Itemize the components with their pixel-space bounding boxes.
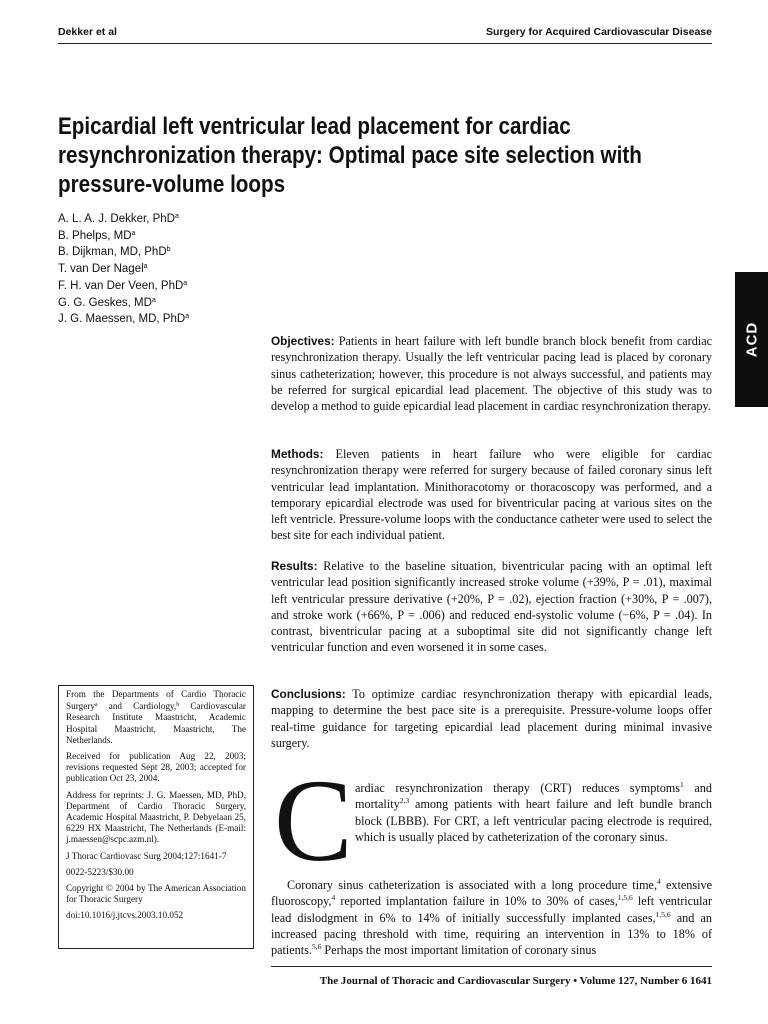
reprint-address: Address for reprints: J. G. Maessen, MD, PhD, Department of Cardio Thoracic Surgery, Academic Hospital Maastricht, P. Debyelaan 25, 6229 HX Maastricht, The Netherlands (E-mail: j.maessen@scpc.azm.nl). (66, 789, 246, 845)
author-item: B. Phelps, $MD^a$ (58, 229, 136, 242)
copyright: Copyright © 2004 by The American Association for Thoracic Surgery (66, 883, 246, 905)
author-item: B. Dijkman, MD, PhD$^b$ (58, 246, 171, 259)
received-dates: Received for publication Aug 22, 2003; revisions requested Sept 28, 2003; accepted for publication Oct 23, 2004. (66, 751, 246, 784)
article-title (58, 112, 643, 199)
journal-footer: The Journal of Thoracic and Cardiovascular Surgery • Volume 127, Number 6 1641 (319, 975, 712, 987)
conclusions-label: Conclusions: (271, 687, 346, 701)
objectives-label: Objectives: (271, 334, 335, 348)
running-header (58, 26, 712, 42)
author-list (58, 210, 189, 327)
running-header-authors: Dekker et al (58, 26, 117, 38)
conclusions-text: To optimize cardiac resynchronization therapy with epicardial leads, mapping to determine the best pace site is a prerequisite. Pressure-volume loops offer real-time guidance for targeting epicardial lead placement during minimal invasive surgery. (271, 687, 712, 750)
results-text: Relative to the baseline situation, biventricular pacing with an optimal left ventricular lead position significantly increased stroke volume (+39%, P = .01), maximal left ventricular pressure derivative (+20%, P = .02), ejection fraction (+30%, P = .007), and stroke work (+66%, P = .006) and reduced end-systolic volume (−6%, P = .04). In contrast, biventricular pacing at a suboptimal site did not significantly change left ventricular function and even worsened it in some cases. (271, 559, 712, 655)
title-line: resynchronization therapy: Optimal pace site selection with (58, 142, 642, 169)
methods-text: Eleven patients in heart failure who were eligible for cardiac resynchronization therapy were referred for surgery because of failed coronary sinus left ventricular lead implantation. Minithoracotomy or thoracoscopy was performed, and a temporary epicardial electrode was used for biventricular pacing at various sites on the left ventricle. Pressure-volume loops with the conductance catheter were used to select the best site for each individual patient. (271, 447, 712, 543)
results-label: Results: (271, 559, 318, 573)
issn: 0022-5223/$30.00 (66, 866, 134, 877)
affiliations: From the Departments of Cardio Thoracic Surgery$^a$ and Cardiology,$^b$ Cardiovascular Research Institute Maastricht, Academic Hospital Maastricht, Maastricht, The Netherlands. (66, 689, 246, 745)
objectives-text: Patients in heart failure with left bundle branch block benefit from cardiac resynchronization therapy. Usually the left ventricular pacing lead is placed by coronary sinus catheterization; however, this procedure is not always successful, and patients may be referred for surgical epicardial lead placement. The objective of this study was to develop a method to guide epicardial lead placement in cardiac resynchronization therapy. (271, 334, 713, 414)
running-header-section: Surgery for Acquired Cardiovascular Disease (485, 26, 712, 38)
title-line: pressure-volume loops (58, 171, 286, 198)
side-tab-label: ACD (743, 321, 760, 358)
citation: J Thorac Cardiovasc Surg 2004;127:1641-7 (66, 850, 227, 861)
abstract-conclusions (271, 686, 712, 751)
drop-cap: C (274, 755, 353, 886)
article-info-box (58, 685, 254, 949)
intro-paragraph-2: Coronary sinus catheterization is associated with a long procedure time,$^4$ extensive fluoroscopy,$^4$ reported implantation failure in 10% to 30% of cases,$^{1,5,6}$ left ventricular lead dislodgment in 6% to 14% of initially successfully implanted cases,$^{1,5,6}$ and an increased pacing threshold with time, requiring an intervention in 13% to 18% of patients.$^{5,6}$ Perhaps the most important limitation of coronary sinus (271, 877, 713, 958)
methods-label: Methods: (271, 447, 324, 461)
intro-paragraph-1: ardiac resynchronization therapy (CRT) reduces symptoms$^1$ and mortality$^{2,3}$ among patients with heart failure and left bundle branch block (LBBB). For CRT, a left ventricular pacing electrode is required, which is usually placed by catheterization of the coronary sinus. (355, 780, 712, 844)
author-item: J. G. Maessen, MD, PhD$^a$ (58, 313, 190, 326)
header-divider (58, 43, 712, 44)
footer-divider (271, 966, 712, 967)
abstract-methods (271, 446, 712, 544)
title-line: Epicardial left ventricular lead placement for cardiac (58, 113, 571, 140)
author-item: A. L. A. J. Dekker, PhD$^a$ (58, 213, 179, 225)
doi: doi:10.1016/j.jtcvs.2003.10.052 (66, 910, 184, 921)
abstract-objectives (271, 333, 712, 414)
author-item: T. van Der Nagel$^a$ (58, 263, 148, 276)
abstract-results (271, 558, 712, 656)
author-item: G. G. Geskes, $MD^a$ (58, 296, 156, 309)
author-item: F. H. van Der Veen, PhD$^a$ (58, 279, 188, 292)
section-side-tab (735, 272, 768, 407)
